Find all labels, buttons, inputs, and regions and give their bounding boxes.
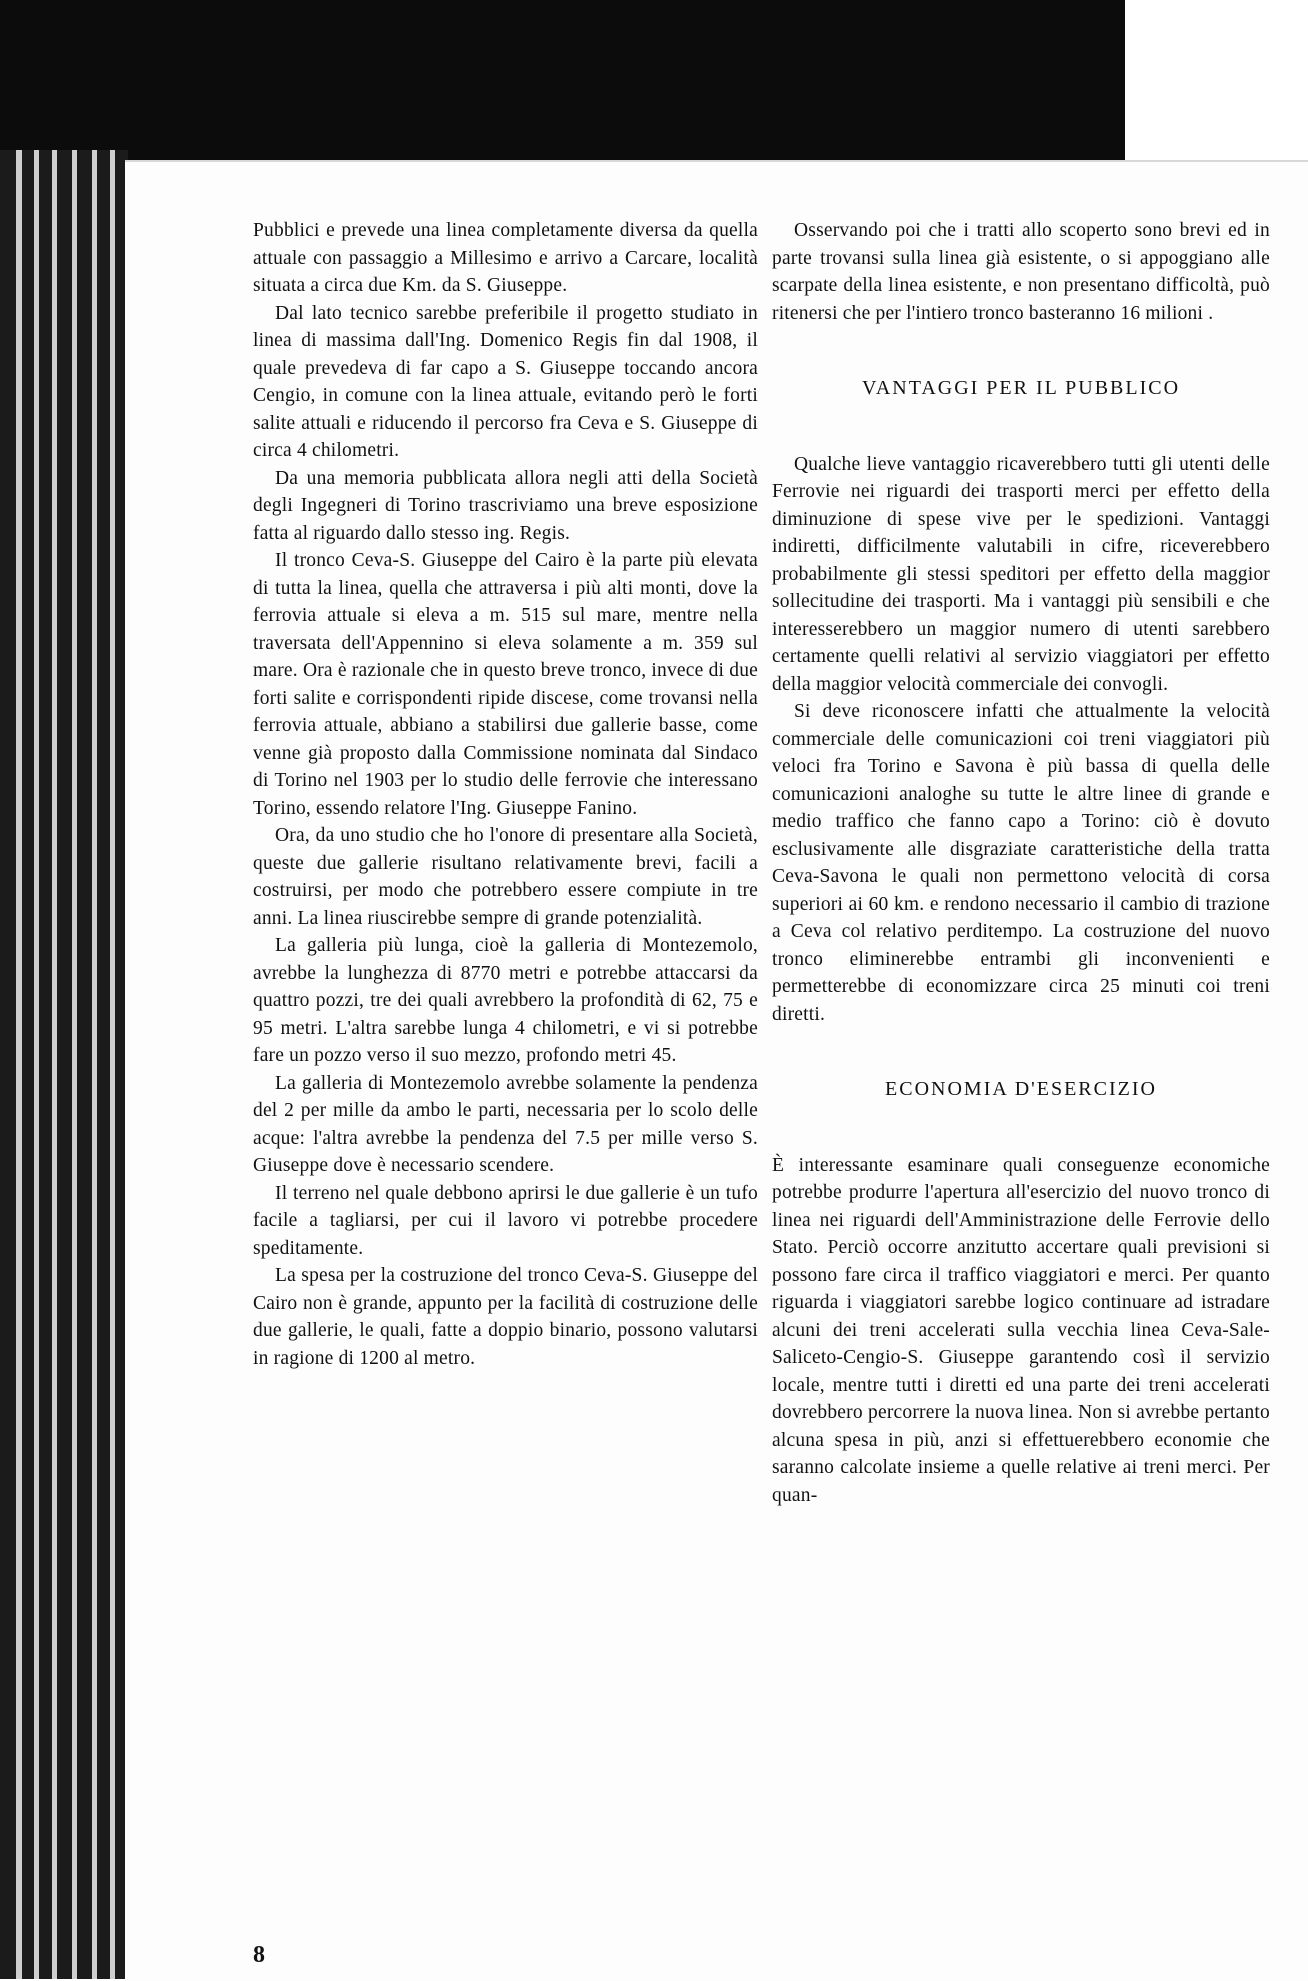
paragraph: Dal lato tecnico sarebbe preferibile il progetto studiato in linea di massima dall'Ing. Domenico Regis fin dal 1908, il quale prevedeva di far capo a S. Giuseppe toccando ancora Cengio, in comune con la linea attuale, evitando però le forti salite attuali e riducendo il percorso fra Ceva e S. Giuseppe di circa 4 chilometri. [253, 302, 758, 461]
scan-shadow [0, 0, 1125, 160]
paragraph: Si deve riconoscere infatti che attualmente la velocità commerciale delle comunicazioni coi treni viaggiatori più veloci fra Torino e Savona è più bassa di quella delle comunicazioni analoghe su tutte le altre linee di grande e medio traffico che fanno capo a Torino: ciò è dovuto esclusivamente alle disgraziate caratteristiche della tratta Ceva-Savona le quali non permettono velocità di corsa superiori ai 60 km. e rendono necessario il cambio di trazione a Ceva col relativo perditempo. La costruzione del nuovo tronco eliminerebbe entrambi gli inconvenienti e permetterebbe di economizzare circa 25 minuti coi treni diretti. [772, 701, 1270, 1025]
paragraph: Il tronco Ceva-S. Giuseppe del Cairo è la parte più elevata di tutta la linea, quella che attraversa i più alti monti, dove la ferrovia attuale si eleva a m. 515 sul mare, mentre nella traversata dell'Appennino si eleva solamente a m. 359 sul mare. Ora è razionale che in questo breve tronco, invece di due forti salite e corrispondenti ripide discese, come trovansi nella ferrovia attuale, abbiano a stabilirsi due gallerie basse, come venne già proposto dalla Commissione nominata dal Sindaco di Torino nel 1903 per lo studio delle ferrovie che interessano Torino, essendo relatore l'Ing. Giuseppe Fanino. [253, 550, 758, 819]
document-page [125, 160, 1308, 1981]
page-number: 8 [253, 1942, 265, 1968]
paragraph: La galleria di Montezemolo avrebbe solamente la pendenza del 2 per mille da ambo le parti, necessaria per lo scolo delle acque: l'altra avrebbe la pendenza del 7.5 per mille verso S. Giuseppe dove è necessario scendere. [253, 1072, 758, 1176]
paragraph: Osservando poi che i tratti allo scoperto sono brevi ed in parte trovansi sulla linea già esistente, o si appoggiano alle scarpate della linea esistente, e non presentano difficoltà, può ritenersi che per l'intiero tronco basteranno 16 milioni . [772, 220, 1270, 324]
section-heading: VANTAGGI PER IL PUBBLICO [861, 377, 1181, 399]
paragraph: Qualche lieve vantaggio ricaverebbero tutti gli utenti delle Ferrovie nei riguardi dei trasporti merci per effetto della diminuzione di spese vive per le spedizioni. Vantaggi indiretti, difficilmente valutabili in cifre, riceverebbero probabilmente gli stessi speditori per effetto della maggior sollecitudine dei trasporti. Ma i vantaggi più sensibili e che interesserebbero un maggior numero di utenti sarebbero certamente quelli relativi al servizio viaggiatori per effetto della maggior velocità commerciale dei convogli. [772, 453, 1270, 695]
paragraph: Il terreno nel quale debbono aprirsi le due gallerie è un tufo facile a tagliarsi, per cui il lavoro vi potrebbe procedere speditamente. [253, 1182, 758, 1259]
stacked-page-edges [0, 150, 128, 1979]
paragraph: Ora, da uno studio che ho l'onore di presentare alla Società, queste due gallerie risultano relativamente brevi, facili a costruirsi, per modo che potrebbero essere compiute in tre anni. La linea riuscirebbe sempre di grande potenzialità. [253, 825, 758, 929]
paragraph: La spesa per la costruzione del tronco Ceva-S. Giuseppe del Cairo non è grande, appunto per la facilità di costruzione delle due gallerie, le quali, fatte a doppio binario, possono valutarsi in ragione di 1200 al metro. [253, 1265, 758, 1369]
right-column [772, 217, 1270, 1509]
paragraph: Pubblici e prevede una linea completamente diversa da quella attuale con passaggio a Millesimo e arrivo a Carcare, località situata a circa due Km. da S. Giuseppe. [253, 220, 758, 296]
section-heading: ECONOMIA D'ESERCIZIO [885, 1078, 1157, 1100]
paragraph: La galleria più lunga, cioè la galleria di Montezemolo, avrebbe la lunghezza di 8770 metri e potrebbe attaccarsi da quattro pozzi, tre dei quali avrebbero la profondità di 62, 75 e 95 metri. L'altra sarebbe lunga 4 chilometri, e vi si potrebbe fare un pozzo verso il suo mezzo, profondo metri 45. [253, 935, 758, 1066]
paragraph: È interessante esaminare quali conseguenze economiche potrebbe produrre l'apertura all'esercizio del nuovo tronco di linea nei riguardi dell'Amministrazione delle Ferrovie dello Stato. Perciò occorre anzitutto accertare quali previsioni si possono fare circa il traffico viaggiatori e merci. Per quanto riguarda i viaggiatori sarebbe logico continuare ad istradare alcuni dei treni accelerati sulla vecchia linea Ceva-Sale-Saliceto-Cengio-S. Giuseppe garantendo così il servizio locale, mentre tutti i diretti ed una parte dei treni accelerati dovrebbero percorrere la nuova linea. Non si avrebbe pertanto alcuna spesa in più, anzi si effettuerebbero economie che saranno calcolate insieme a quelle relative ai treni merci. Per quan- [772, 1154, 1270, 1506]
paragraph: Da una memoria pubblicata allora negli atti della Società degli Ingegneri di Torino trascriviamo una breve esposizione fatta al riguardo dallo stesso ing. Regis. [253, 467, 758, 544]
left-column [253, 217, 758, 1372]
